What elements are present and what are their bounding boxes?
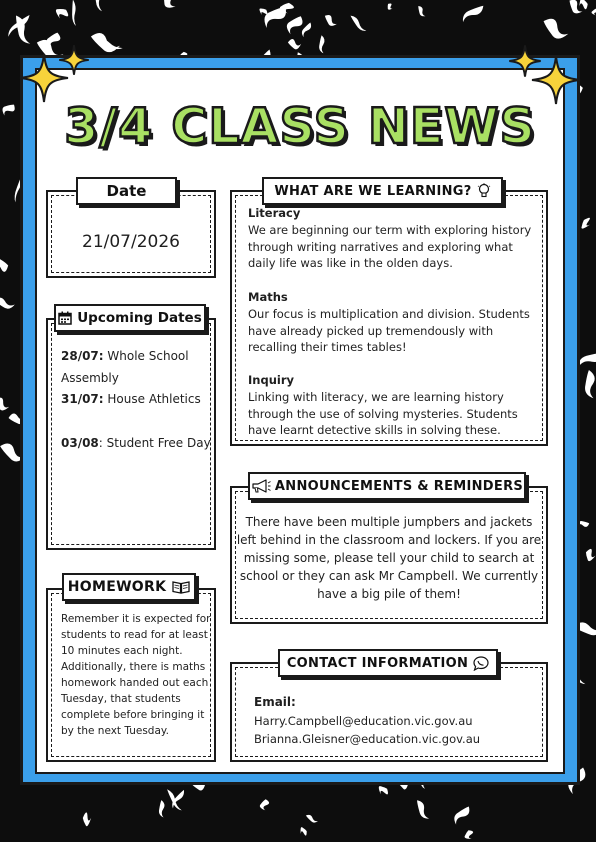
date-label — [76, 177, 177, 205]
sparkle-icon — [58, 44, 90, 76]
date-label-text: Date — [106, 182, 147, 200]
book-icon — [172, 580, 190, 594]
upcoming-item-event: Whole School Assembly — [61, 349, 189, 385]
calendar-icon — [58, 311, 72, 325]
learning-label-text: WHAT ARE WE LEARNING? — [274, 183, 472, 199]
learning-label — [262, 177, 503, 205]
upcoming-item — [61, 388, 211, 410]
homework-text: Remember it is expected for students to read for at least 10 minutes each night. Additionally, there is maths homework handed out each Tuesday, that students complete before bringing it by the next Tuesday. — [61, 613, 211, 737]
learning-text: Our focus is multiplication and division. Students have already picked up tremendously with recalling their times tables! — [248, 307, 530, 354]
learning-heading: Maths — [248, 290, 288, 304]
upcoming-item-date: 03/08 — [61, 436, 99, 450]
homework-label — [62, 573, 196, 601]
upcoming-dates-label-text: Upcoming Dates — [77, 310, 202, 326]
upcoming-item — [61, 432, 211, 454]
chat-bubble-icon — [473, 656, 489, 671]
upcoming-item-event: House Athletics — [103, 392, 201, 406]
contact-label-text: CONTACT INFORMATION — [286, 655, 469, 671]
lightbulb-icon — [477, 183, 491, 199]
contact-email-label: Email: — [254, 695, 296, 709]
upcoming-dates-label — [54, 304, 206, 332]
contact-email[interactable]: Harry.Campbell@education.vic.gov.au — [254, 714, 473, 728]
upcoming-item-date: 31/07: — [61, 392, 104, 406]
upcoming-item — [61, 345, 211, 389]
page-title: 3/4 CLASS NEWS — [64, 98, 536, 155]
announcements-label — [248, 472, 526, 500]
learning-heading: Inquiry — [248, 373, 294, 387]
date-value: 21/07/2026 — [82, 232, 180, 252]
learning-heading: Literacy — [248, 206, 301, 220]
announcements-text: There have been multiple jumpbers and jackets left behind in the classroom and lockers. If you are missing some, please tell your child to search at school or they can ask Mr Campbell. We currently have a big pile of them! — [236, 515, 542, 601]
announcements-label-text: ANNOUNCEMENTS & REMINDERS — [274, 478, 524, 494]
megaphone-icon — [251, 479, 271, 493]
homework-label-text: HOMEWORK — [67, 579, 167, 595]
contact-email[interactable]: Brianna.Gleisner@education.vic.gov.au — [254, 732, 481, 746]
learning-text: Linking with literacy, we are learning history through the use of solving mysteries. Students have learnt detective skills in solving these. — [248, 390, 518, 437]
upcoming-item-date: 28/07: — [61, 349, 104, 363]
learning-text: We are beginning our term with exploring history through writing narratives and exploring what daily life was like in the olden days. — [248, 223, 532, 270]
contact-label — [278, 649, 498, 677]
upcoming-item-event: : Student Free Day — [98, 436, 211, 450]
